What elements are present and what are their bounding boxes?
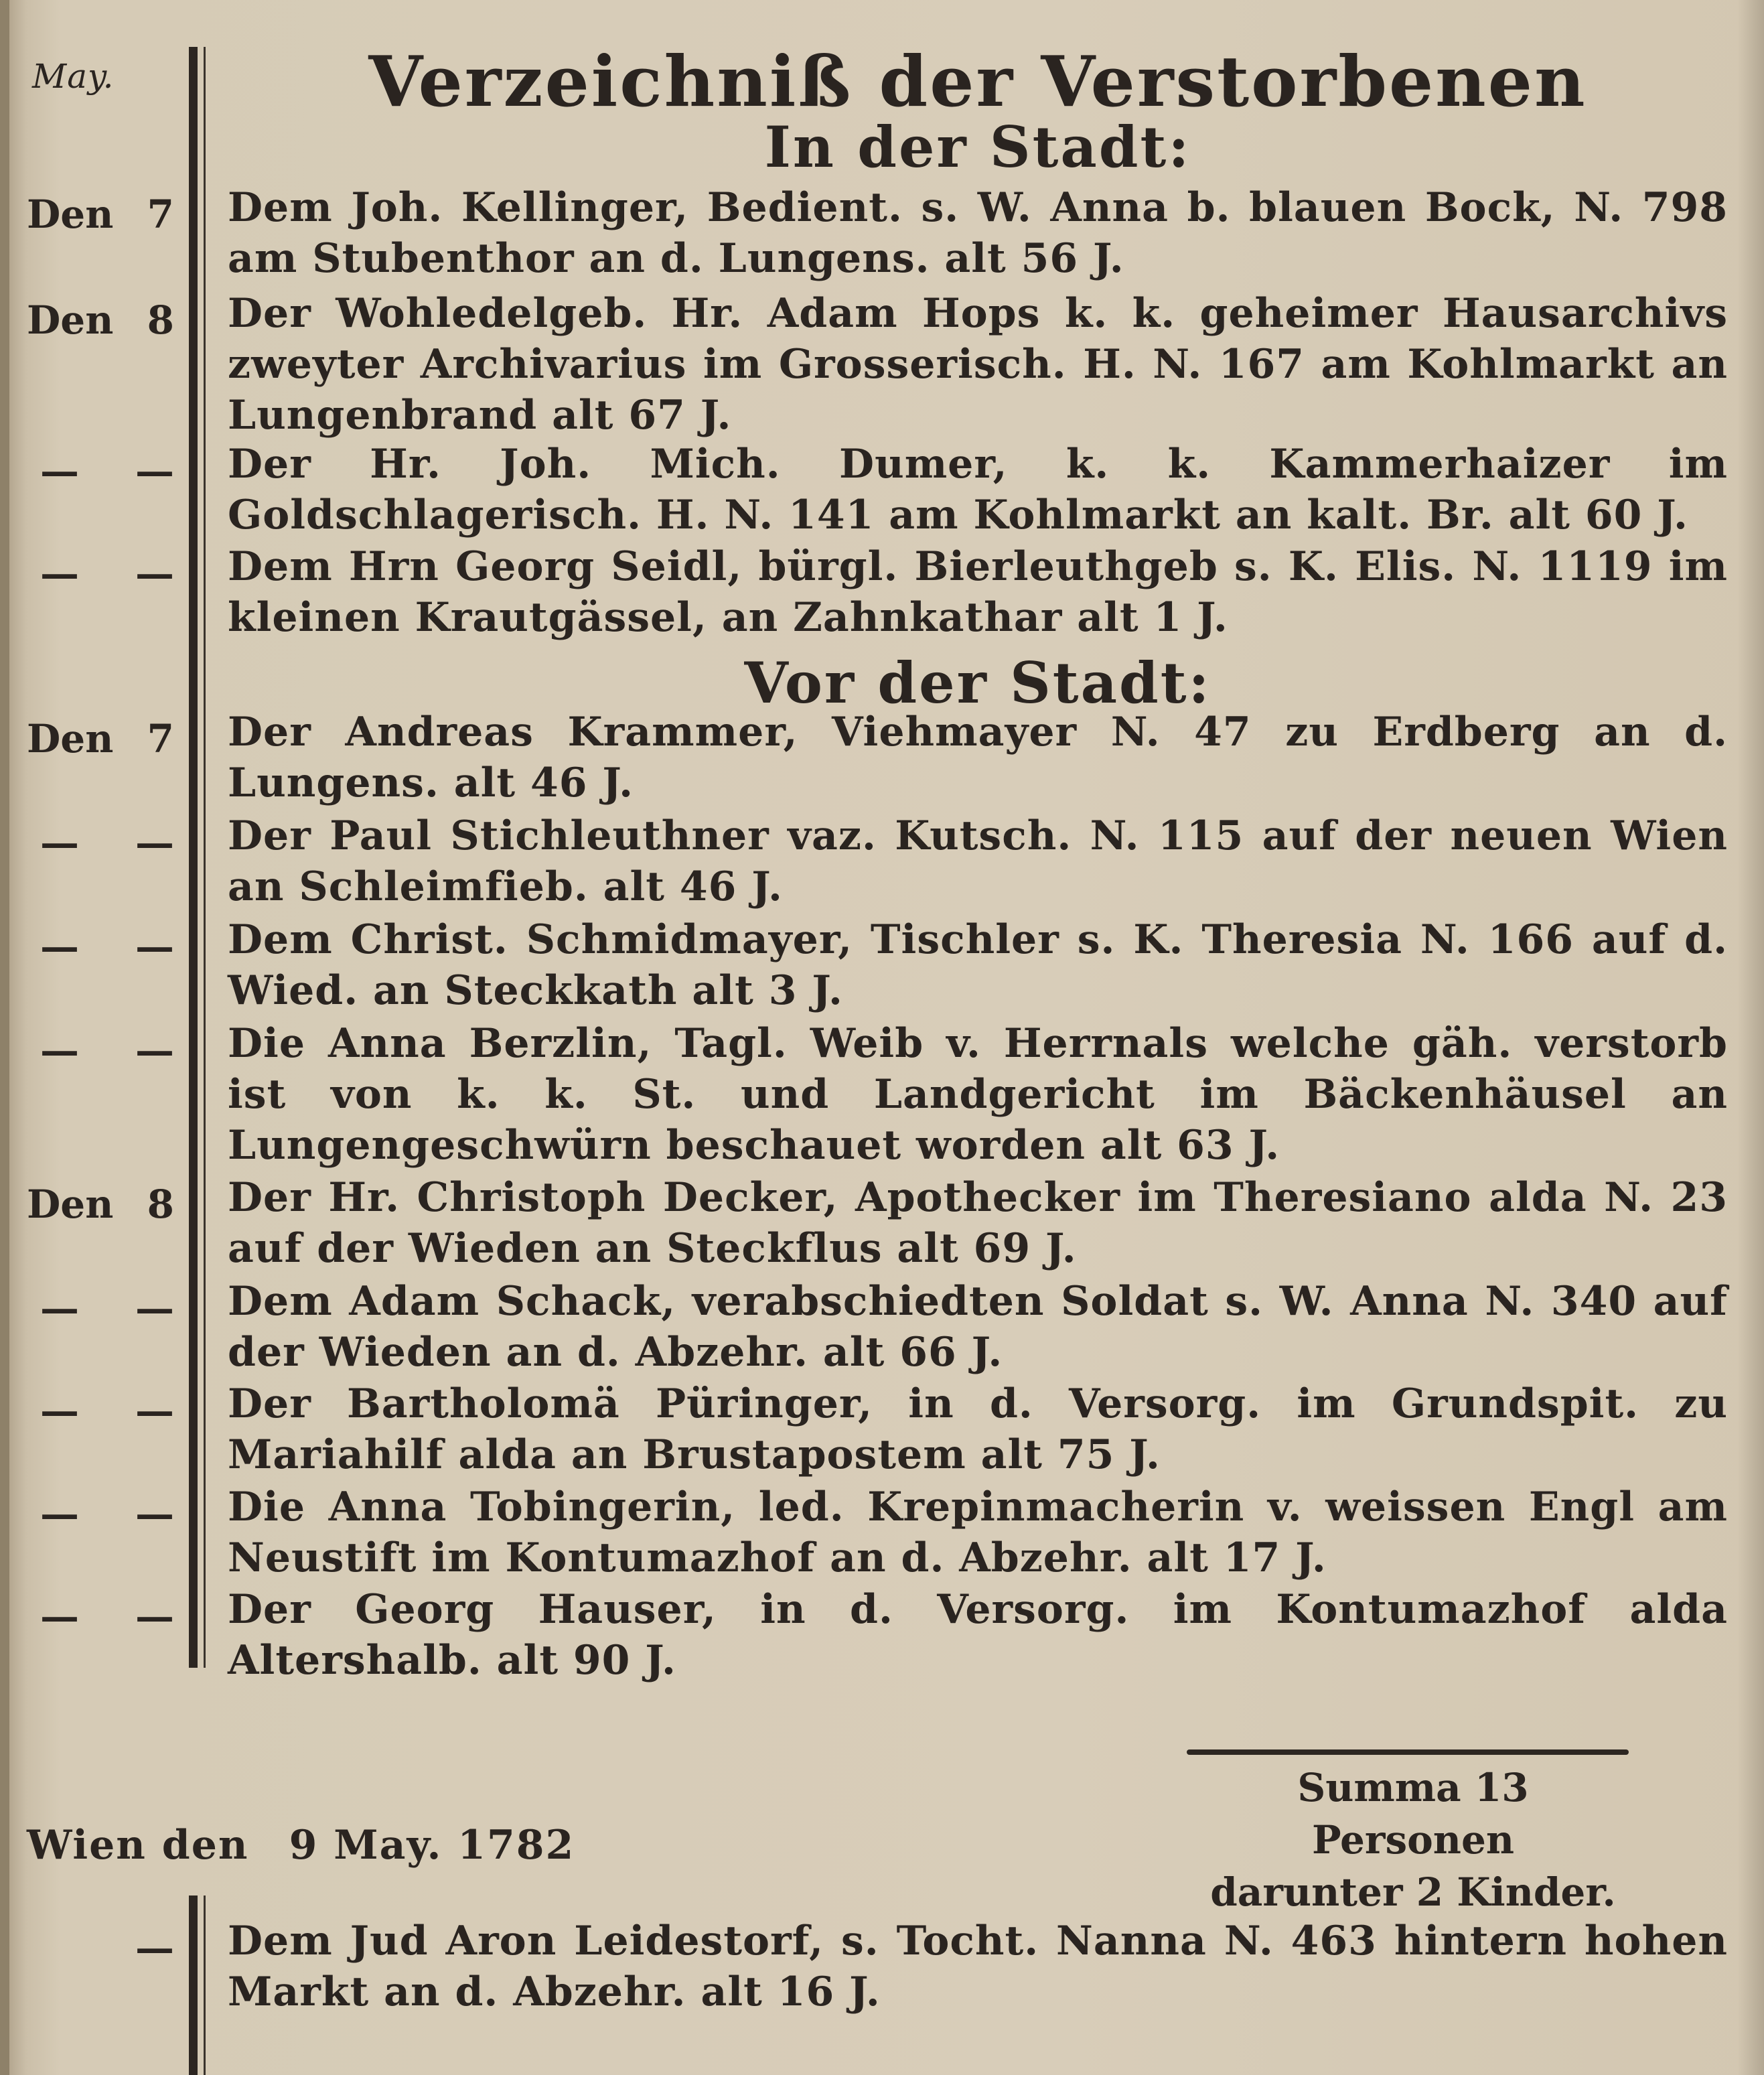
section-heading-outside: Vor der Stadt: [744, 650, 1211, 716]
register-entry: Der Georg Hauser, in d. Versorg. im Kontumazhof alda Altershalb. alt 90 J. [228, 1586, 1728, 1684]
margin-rule-thick [189, 47, 198, 1668]
margin-rule-thin-addendum [204, 1895, 206, 2075]
register-entry: Der Andreas Krammer, Viehmayer N. 47 zu Erdberg an d. Lungens. alt 46 J. [228, 709, 1728, 806]
register-entry-addendum: Dem Jud Aron Leidestorf, s. Tocht. Nanna N. 463 hintern hohen Markt an d. Abzehr. alt 16 J. [228, 1918, 1728, 2015]
ditto-mark: — [135, 1925, 174, 1971]
ditto-mark: — [40, 1027, 79, 1073]
ditto-mark: — [135, 448, 174, 494]
entry-date [27, 1283, 174, 1334]
ditto-mark: — [135, 1027, 174, 1073]
entry-date [27, 1385, 174, 1436]
margin-month: May. [32, 57, 115, 96]
ditto-mark: — [40, 820, 79, 865]
margin-rule-thin [204, 47, 206, 1668]
ditto-mark: — [135, 551, 174, 596]
document-title: Verzeichniß der Verstorbenen [368, 40, 1587, 123]
register-entry: Dem Joh. Kellinger, Bedient. s. W. Anna b. blauen Bock, N. 798 am Stubenthor an d. Lungens. alt 56 J. [228, 184, 1728, 282]
ditto-mark: — [135, 1388, 174, 1433]
register-entry: Dem Christ. Schmidmayer, Tischler s. K. Theresia N. 166 auf d. Wied. an Steckkath alt 3 J. [228, 916, 1728, 1014]
entry-date [27, 1179, 174, 1230]
entry-day-number: 7 [147, 192, 174, 237]
ditto-mark: — [40, 924, 79, 969]
summary-total: Summa 13 Personen [1297, 1765, 1529, 1863]
entry-day-label: Den [27, 1182, 114, 1227]
ditto-mark: — [40, 1285, 79, 1331]
summary-block [1192, 1762, 1634, 1918]
entry-date [27, 1591, 174, 1642]
ditto-mark: — [135, 1593, 174, 1639]
summary-children: darunter 2 Kinder. [1210, 1869, 1616, 1915]
dateline [27, 1822, 575, 1869]
ditto-mark: — [135, 820, 174, 865]
entry-day-label: Den [27, 192, 114, 237]
entry-date [27, 817, 174, 868]
ditto-mark: — [135, 1491, 174, 1536]
summary-rule [1187, 1749, 1629, 1755]
ditto-mark: — [135, 1285, 174, 1331]
entry-date [27, 1488, 174, 1539]
entry-day-number: 8 [147, 297, 174, 343]
register-entry: Dem Adam Schack, verabschiedten Soldat s. W. Anna N. 340 auf der Wieden an d. Abzehr. alt 66 J. [228, 1278, 1728, 1376]
margin-rule-thick-addendum [189, 1895, 198, 2075]
entry-date [27, 713, 174, 764]
dateline-place: Wien den [27, 1822, 249, 1869]
entry-date [27, 295, 174, 346]
register-entry: Der Hr. Joh. Mich. Dumer, k. k. Kammerhaizer im Goldschlagerisch. H. N. 141 am Kohlmarkt an kalt. Br. alt 60 J. [228, 441, 1728, 539]
section-heading-city: In der Stadt: [764, 114, 1191, 180]
entry-day-number: 7 [147, 716, 174, 762]
register-entry: Der Bartholomä Püringer, in d. Versorg. im Grundspit. zu Mariahilf alda an Brustapostem alt 75 J. [228, 1380, 1728, 1478]
entry-date [27, 1025, 174, 1076]
ditto-mark: — [40, 1491, 79, 1536]
entry-day-label: Den [27, 297, 114, 343]
ditto-mark: — [40, 448, 79, 494]
ditto-mark: — [40, 551, 79, 596]
entry-date [27, 189, 174, 240]
ditto-mark: — [135, 924, 174, 969]
entry-date [27, 445, 174, 496]
entry-date [27, 1922, 174, 1973]
entry-day-label: Den [27, 716, 114, 762]
register-entry: Dem Hrn Georg Seidl, bürgl. Bierleuthgeb s. K. Elis. N. 1119 im kleinen Krautgässel, an Zahnkathar alt 1 J. [228, 543, 1728, 641]
ditto-mark: — [40, 1388, 79, 1433]
register-entry: Der Hr. Christoph Decker, Apothecker im Theresiano alda N. 23 auf der Wieden an Steckflus alt 69 J. [228, 1174, 1728, 1272]
register-entry: Der Wohledelgeb. Hr. Adam Hops k. k. geheimer Hausarchivs zweyter Archivarius im Grosserisch. H. N. 167 am Kohlmarkt an Lungenbrand alt 67 J. [228, 290, 1728, 439]
register-entry: Die Anna Tobingerin, led. Krepinmacherin v. weissen Engl am Neustift im Kontumazhof an d. Abzehr. alt 17 J. [228, 1484, 1728, 1581]
register-entry: Der Paul Stichleuthner vaz. Kutsch. N. 115 auf der neuen Wien an Schleimfieb. alt 46 J. [228, 812, 1728, 910]
register-entry: Die Anna Berzlin, Tagl. Weib v. Herrnals welche gäh. verstorb ist von k. k. St. und Landgericht im Bäckenhäusel an Lungengeschwürn beschauet worden alt 63 J. [228, 1020, 1728, 1169]
page-fold-shadow [0, 0, 9, 2075]
entry-day-number: 8 [147, 1182, 174, 1227]
entry-date [27, 548, 174, 599]
ditto-mark: — [40, 1593, 79, 1639]
dateline-date: 9 May. 1782 [289, 1822, 575, 1869]
entry-date [27, 921, 174, 972]
